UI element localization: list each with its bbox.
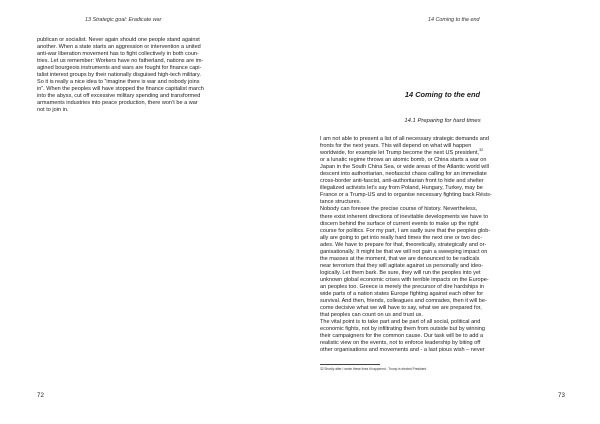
text-line: talist interest groups by their nationally disguised high-tech military. [37,72,201,79]
text-line: I am not able to present a list of all necessary strategic demands and [320,136,489,142]
text-line: agined bourgeois instruments and wars are fought for finance capi- [37,65,202,72]
text-line: an peoples too. Greece is merely the precursor of dire hardships in [320,283,485,290]
text-line: ally are going to get into really hard times the next one or two dec- [320,234,483,241]
text-line: unknown global economic crises with terrible impacts on the Europe- [320,276,489,283]
text-line: their campaigners for the common cause. Our task will be to add a [320,333,484,340]
text-line: near terrorism that they will agitate against us personally and ideo- [320,262,484,269]
text-line: realistic view on the events, not to enforce leadership by biting off [320,340,481,347]
text-line: illegalized activists let’s say from Poland, Hungary, Turkey, may be [320,185,483,192]
paragraph-1 [320,136,565,206]
text-line: So it is really a nice idea to “imagine there is war and nobody joins [37,79,200,86]
text-line: discern behind the surface of current events to make up the right [320,220,479,227]
text-line: publican or socialist. Never again should one people stand against [37,37,200,43]
text-line [320,150,565,157]
text-line: economic fights, not by infiltrating them from outside but by winning [320,326,485,333]
text-line: tance structures. [320,199,362,206]
text-line: course for politics. For my part, I am sadly sure that the peoples glob- [320,227,491,234]
paragraph-3 [320,319,565,354]
right-page-number: 73 [558,392,565,399]
section-title: 14.1 Preparing for hard times [404,118,481,124]
text-line: Nobody can foresee the precise course of history. Nevertheless, [320,206,478,213]
text-line: that peoples can count on us and trust us. [320,312,423,319]
text-line: armaments industries into peace production, there won’t be a war [37,100,198,107]
footnote: 32 Shortly after I wrote these lines it happened : Trump is elected President. [320,367,428,371]
right-body-text [320,136,565,354]
text-line: or a lunatic regime throws an atomic bomb, or China starts a war on [320,157,487,164]
footnote-divider [320,364,380,365]
left-body-text [37,37,269,115]
text-line: there exist inherent directions of inevitable developments we have to [320,213,489,220]
left-running-head: 13 Strategic goal: Eradicate war [85,17,162,23]
text-line-content: worldwide, for example let Trump become the next US president, [320,150,480,157]
right-running-head: 14 Coming to the end [428,17,480,23]
text-line: another. When a state starts an aggression or intervention a united [37,44,201,51]
text-line: descent into authoritarian, neofascist chaos calling for an immediate [320,171,487,178]
text-line: Japan in the South China Sea, or wide areas of the Atlantic world will [320,164,489,171]
text-line: The vital point is to take part and be part of all social, political and [320,319,481,326]
text-line: other organisations and movements and - a last pious wish – never [320,347,485,354]
right-page [300,0,600,424]
text-line: the masses at the moment, that we are denounced to be radicals [320,255,480,262]
text-line: survival. And then, friends, colleagues and comrades, then it will be- [320,298,487,305]
text-line: tries. Let us remember: Workers have no fatherland, nations are im- [37,58,204,65]
text-line: come decisive what we will have to say, what we are prepared for, [320,305,482,312]
text-line: cross-border anti-fascist, anti-authoritarian front to hide and shelter [320,178,484,185]
text-line: fronts for the next years. This will depend on what will happen [320,143,472,150]
text-line: ganisationally. It might be that we will not gain a sweeping impact on [320,248,488,255]
chapter-title: 14 Coming to the end [404,90,481,99]
text-line: wide parts of a nation states Europe fighting against each other for [320,291,484,298]
text-line: into the abyss, cut off excessive military spending and transformed [37,93,201,100]
text-line: in”. When the peoples will have stopped the finance capitalist march [37,86,204,93]
text-line: logically. Let them bark. Be sure, they will run the peoples into yet [320,269,481,276]
left-page-number: 72 [37,392,44,399]
left-paragraph [37,37,269,115]
paragraph-2 [320,206,565,319]
text-line: anti-war liberation movement has to fight collectively in both coun- [37,51,199,58]
text-line: France or a Trump-US and to organise necessary fighting back Résis- [320,192,492,199]
text-line: not to join in. [37,107,69,114]
text-line: ades. We have to prepare for that, theoretically, strategically and or- [320,241,487,248]
footnote-marker: 32 [479,148,484,153]
